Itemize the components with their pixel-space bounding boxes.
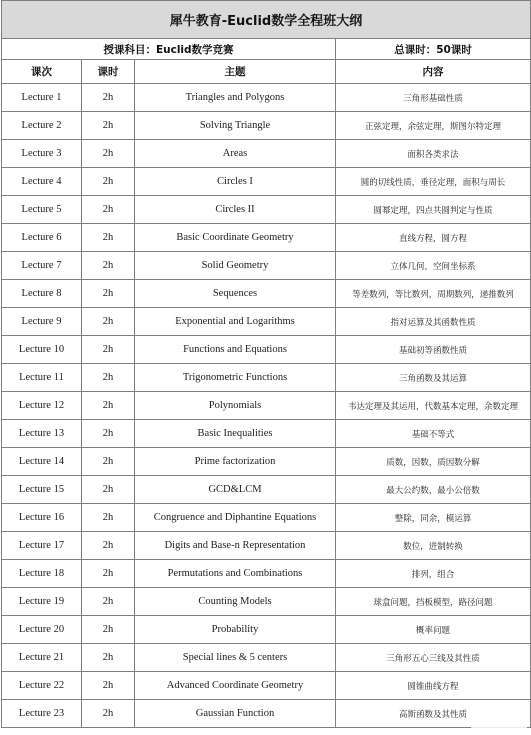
topic-cell: Exponential and Logarithms	[135, 308, 336, 336]
content-cell: 数位，进制转换	[336, 532, 531, 560]
topic-cell: Sequences	[135, 280, 336, 308]
content-cell: 指对运算及其函数性质	[336, 308, 531, 336]
lesson-cell: Lecture 4	[2, 168, 82, 196]
table-row	[2, 672, 531, 700]
table-row	[2, 392, 531, 420]
hours-cell: 2h	[82, 336, 135, 364]
topic-cell: Circles II	[135, 196, 336, 224]
topic-cell: Triangles and Polygons	[135, 84, 336, 112]
content-cell: 圆锥曲线方程	[336, 672, 531, 700]
hours-cell: 2h	[82, 140, 135, 168]
hours-cell: 2h	[82, 616, 135, 644]
content-cell: 基础不等式	[336, 420, 531, 448]
content-cell: 三角函数及其运算	[336, 364, 531, 392]
content-cell: 三角形基础性质	[336, 84, 531, 112]
hours-cell: 2h	[82, 588, 135, 616]
content-cell: 球盒问题，挡板模型，路径问题	[336, 588, 531, 616]
topic-cell: GCD&LCM	[135, 476, 336, 504]
hours-cell: 2h	[82, 224, 135, 252]
table-row	[2, 280, 531, 308]
content-cell: 高斯函数及其性质	[336, 700, 531, 728]
table-row	[2, 168, 531, 196]
hours-cell: 2h	[82, 364, 135, 392]
topic-cell: Circles I	[135, 168, 336, 196]
hours-cell: 2h	[82, 280, 135, 308]
hours-cell: 2h	[82, 672, 135, 700]
hours-cell: 2h	[82, 112, 135, 140]
lesson-cell: Lecture 20	[2, 616, 82, 644]
content-cell: 三角形五心三线及其性质	[336, 644, 531, 672]
hours-cell: 2h	[82, 84, 135, 112]
column-header-row	[2, 60, 531, 84]
lesson-cell: Lecture 23	[2, 700, 82, 728]
lesson-cell: Lecture 7	[2, 252, 82, 280]
lesson-cell: Lecture 13	[2, 420, 82, 448]
table-row	[2, 196, 531, 224]
content-cell: 圆幂定理，四点共圆判定与性质	[336, 196, 531, 224]
lesson-cell: Lecture 18	[2, 560, 82, 588]
lesson-cell: Lecture 8	[2, 280, 82, 308]
lesson-cell: Lecture 3	[2, 140, 82, 168]
table-row	[2, 644, 531, 672]
content-cell: 面积各类求法	[336, 140, 531, 168]
content-cell: 整除，同余，模运算	[336, 504, 531, 532]
total-hours-label: 总课时：50课时	[336, 39, 531, 60]
title-row	[2, 1, 531, 39]
table-row	[2, 532, 531, 560]
topic-cell: Permutations and Combinations	[135, 560, 336, 588]
topic-cell: Gaussian Function	[135, 700, 336, 728]
table-row	[2, 476, 531, 504]
table-row	[2, 252, 531, 280]
hours-cell: 2h	[82, 560, 135, 588]
table-row	[2, 560, 531, 588]
hours-cell: 2h	[82, 448, 135, 476]
table-row	[2, 504, 531, 532]
table-title: 犀牛教育-Euclid数学全程班大纲	[2, 1, 531, 39]
table-row	[2, 308, 531, 336]
header-content: 内容	[336, 60, 531, 84]
lesson-cell: Lecture 16	[2, 504, 82, 532]
hours-cell: 2h	[82, 168, 135, 196]
topic-cell: Basic Inequalities	[135, 420, 336, 448]
header-lesson: 课次	[2, 60, 82, 84]
topic-cell: Basic Coordinate Geometry	[135, 224, 336, 252]
content-cell: 概率问题	[336, 616, 531, 644]
content-cell: 立体几何，空间坐标系	[336, 252, 531, 280]
header-hours: 课时	[82, 60, 135, 84]
content-cell: 韦达定理及其运用，代数基本定理，余数定理	[336, 392, 531, 420]
topic-cell: Special lines & 5 centers	[135, 644, 336, 672]
topic-cell: Congruence and Diphantine Equations	[135, 504, 336, 532]
table-row	[2, 84, 531, 112]
content-cell: 基础初等函数性质	[336, 336, 531, 364]
lesson-cell: Lecture 19	[2, 588, 82, 616]
table-row	[2, 588, 531, 616]
content-cell: 质数，因数，质因数分解	[336, 448, 531, 476]
topic-cell: Counting Models	[135, 588, 336, 616]
lesson-cell: Lecture 11	[2, 364, 82, 392]
watermark-overlay	[471, 707, 527, 729]
topic-cell: Solving Triangle	[135, 112, 336, 140]
lesson-cell: Lecture 6	[2, 224, 82, 252]
content-cell: 等差数列，等比数列，周期数列，递推数列	[336, 280, 531, 308]
lesson-cell: Lecture 9	[2, 308, 82, 336]
topic-cell: Solid Geometry	[135, 252, 336, 280]
lesson-cell: Lecture 14	[2, 448, 82, 476]
hours-cell: 2h	[82, 700, 135, 728]
content-cell: 排列，组合	[336, 560, 531, 588]
table-row	[2, 364, 531, 392]
table-row	[2, 336, 531, 364]
subject-label: 授课科目：Euclid数学竞赛	[2, 39, 336, 60]
topic-cell: Prime factorization	[135, 448, 336, 476]
topic-cell: Advanced Coordinate Geometry	[135, 672, 336, 700]
table-row	[2, 420, 531, 448]
topic-cell: Probability	[135, 616, 336, 644]
hours-cell: 2h	[82, 504, 135, 532]
hours-cell: 2h	[82, 392, 135, 420]
topic-cell: Digits and Base-n Representation	[135, 532, 336, 560]
syllabus-table	[1, 0, 531, 728]
hours-cell: 2h	[82, 420, 135, 448]
table-row	[2, 616, 531, 644]
content-cell: 正弦定理，余弦定理，斯图尔特定理	[336, 112, 531, 140]
lesson-cell: Lecture 12	[2, 392, 82, 420]
table-row	[2, 448, 531, 476]
hours-cell: 2h	[82, 644, 135, 672]
lesson-cell: Lecture 15	[2, 476, 82, 504]
hours-cell: 2h	[82, 252, 135, 280]
lesson-cell: Lecture 2	[2, 112, 82, 140]
hours-cell: 2h	[82, 532, 135, 560]
hours-cell: 2h	[82, 308, 135, 336]
topic-cell: Areas	[135, 140, 336, 168]
lesson-cell: Lecture 17	[2, 532, 82, 560]
hours-cell: 2h	[82, 196, 135, 224]
topic-cell: Functions and Equations	[135, 336, 336, 364]
topic-cell: Polynomials	[135, 392, 336, 420]
topic-cell: Trigonometric Functions	[135, 364, 336, 392]
lesson-cell: Lecture 21	[2, 644, 82, 672]
content-cell: 圆的切线性质，垂径定理，面积与周长	[336, 168, 531, 196]
table-row	[2, 700, 531, 728]
table-row	[2, 112, 531, 140]
table-row	[2, 140, 531, 168]
lesson-cell: Lecture 5	[2, 196, 82, 224]
content-cell: 最大公约数，最小公倍数	[336, 476, 531, 504]
hours-cell: 2h	[82, 476, 135, 504]
lesson-cell: Lecture 22	[2, 672, 82, 700]
lesson-cell: Lecture 1	[2, 84, 82, 112]
header-topic: 主题	[135, 60, 336, 84]
subheader-row	[2, 39, 531, 60]
lesson-cell: Lecture 10	[2, 336, 82, 364]
content-cell: 直线方程，圆方程	[336, 224, 531, 252]
table-row	[2, 224, 531, 252]
